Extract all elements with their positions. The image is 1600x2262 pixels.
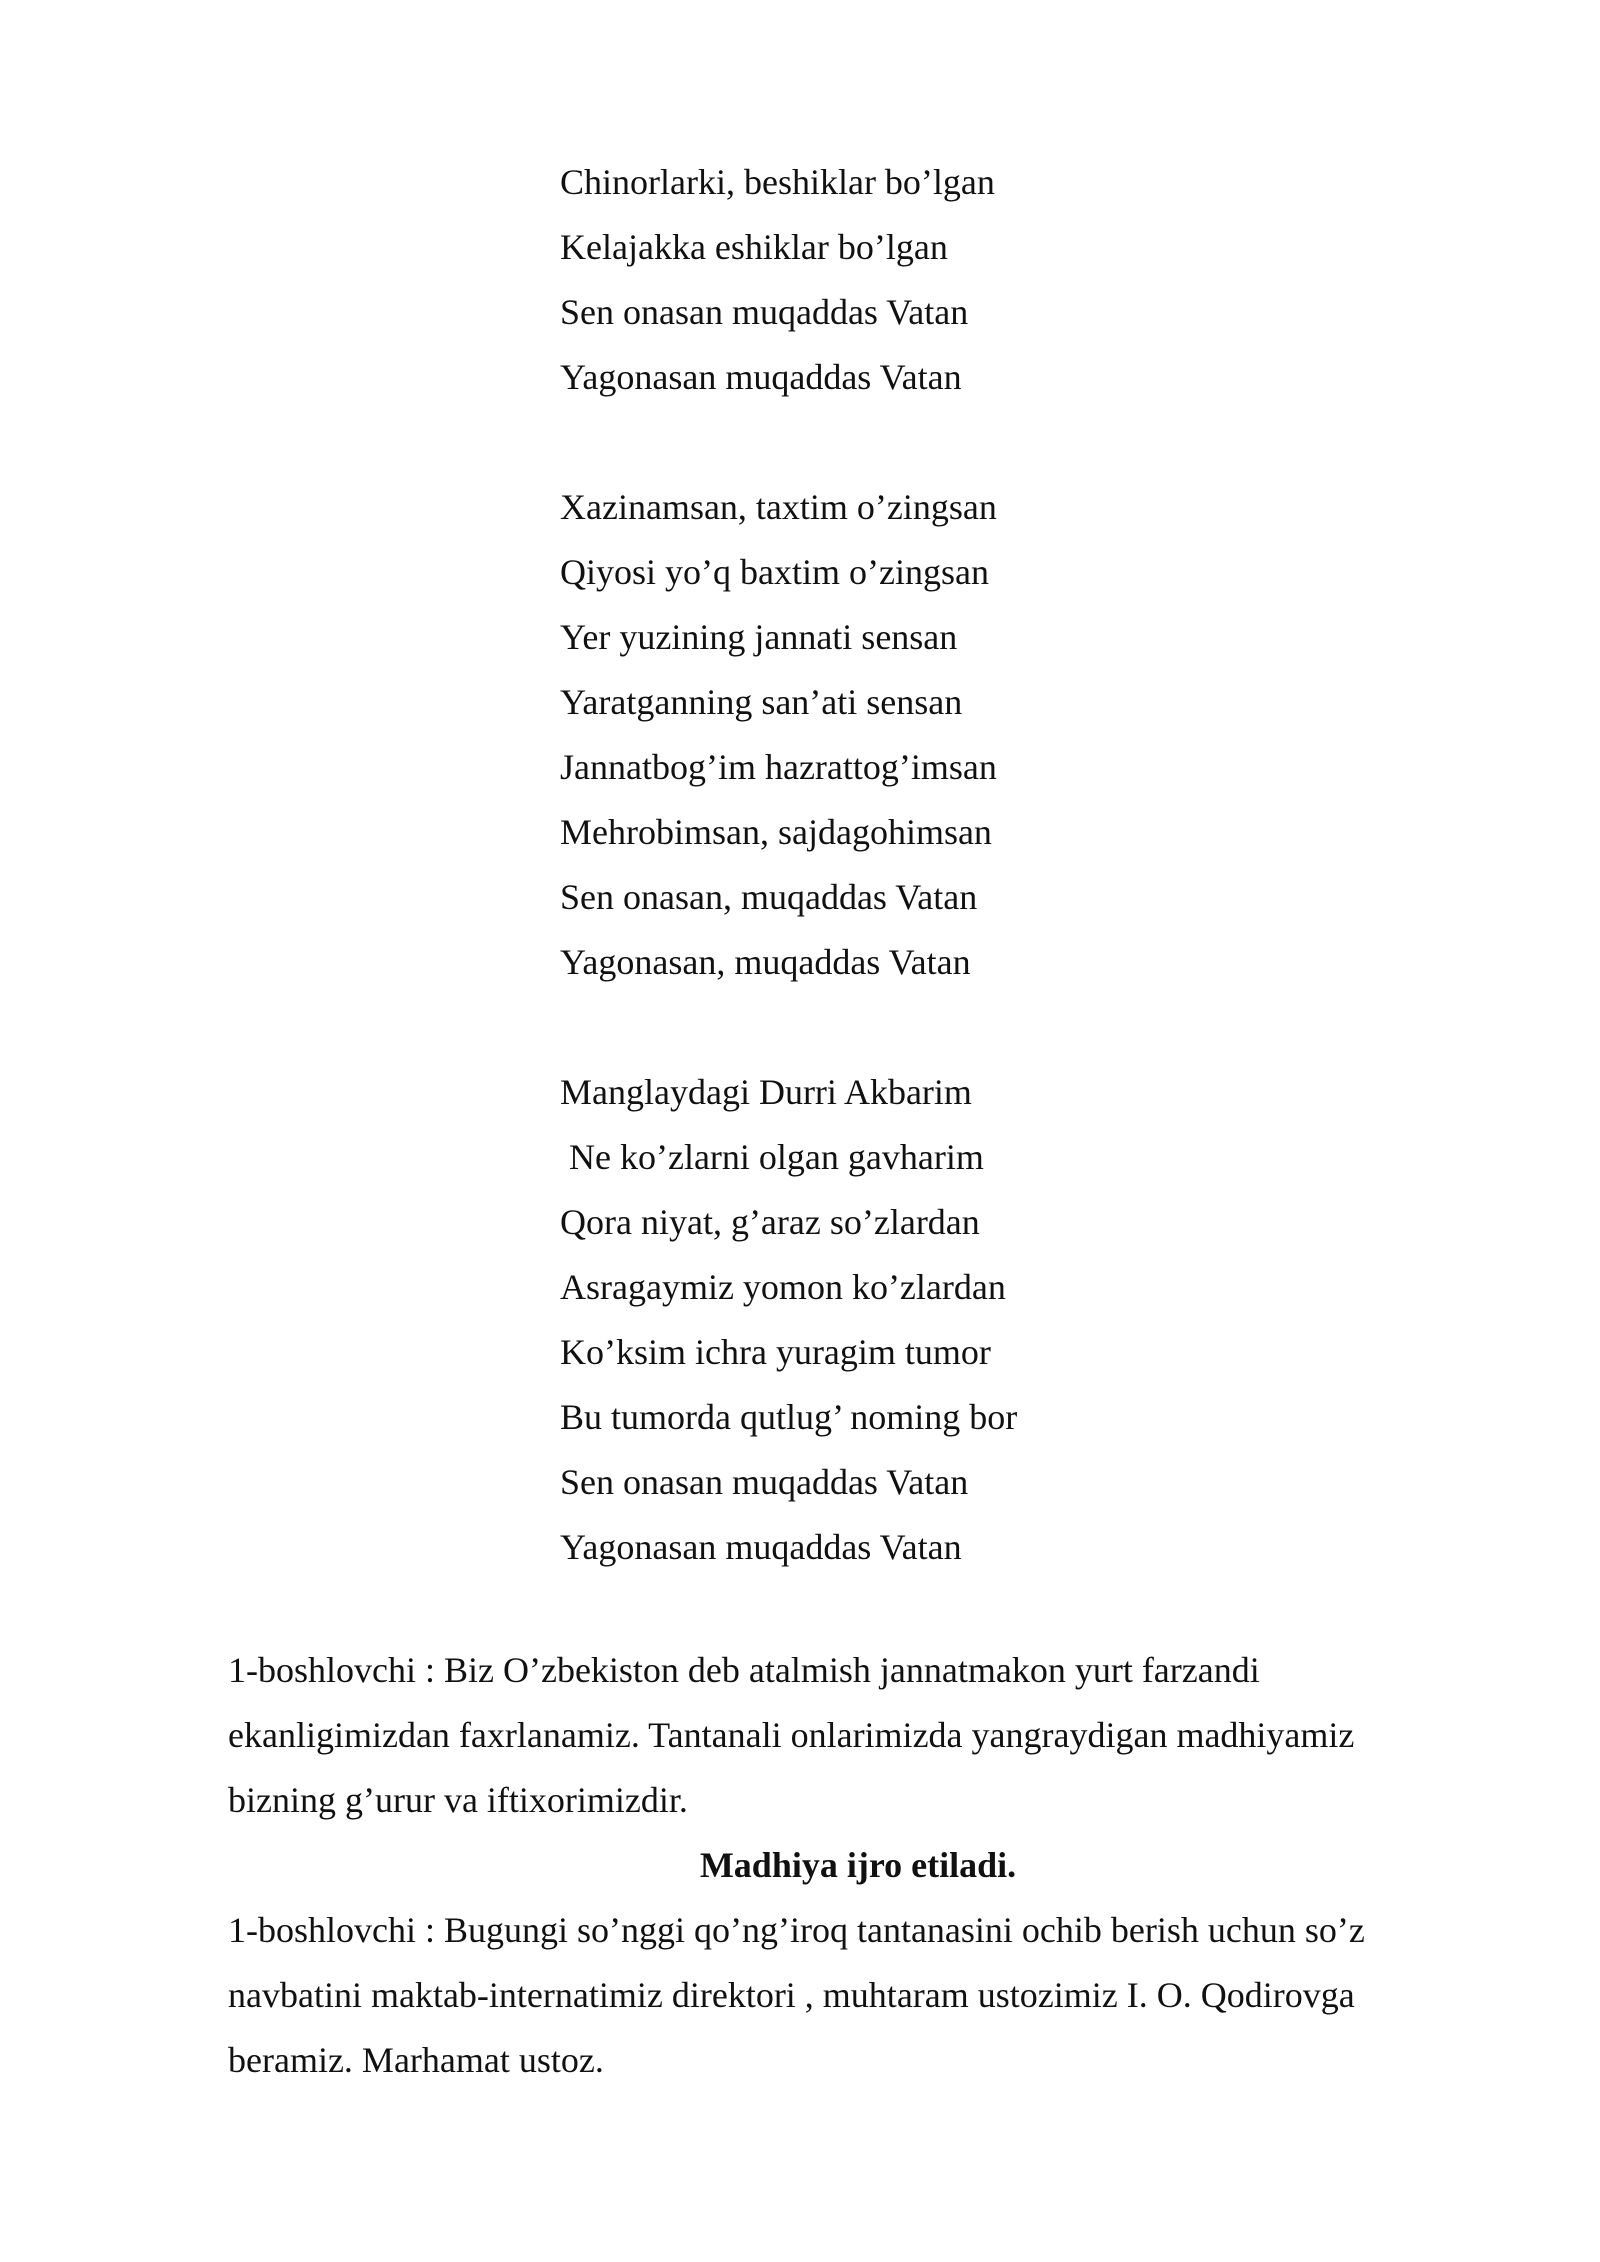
host-paragraph-1: 1-boshlovchi : Biz O’zbekiston deb atalmish jannatmakon yurt farzandi ekanligimizdan faxrlanamiz. Tantanali onlarimizda yangraydigan madhiyamiz bizning g’urur va iftixorimizdir. [228, 1650, 1355, 1820]
poem-stanza-3 [560, 1060, 1460, 1580]
poem-line: Manglaydagi Durri Akbarim [560, 1072, 972, 1112]
poem-line: Yer yuzining jannati sensan [560, 617, 958, 657]
poem [560, 150, 1460, 1645]
poem-line: Sen onasan, muqaddas Vatan [560, 877, 978, 917]
poem-line: Yagonasan muqaddas Vatan [560, 1527, 962, 1567]
poem-line: Yaratganning san’ati sensan [560, 682, 963, 722]
poem-line: Asragaymiz yomon ko’zlardan [560, 1267, 1006, 1307]
poem-line: Mehrobimsan, sajdagohimsan [560, 812, 992, 852]
poem-line: Chinorlarki, beshiklar bo’lgan [560, 162, 995, 202]
poem-line: Yagonasan, muqaddas Vatan [560, 942, 971, 982]
poem-line: Qora niyat, g’araz so’zlardan [560, 1202, 980, 1242]
poem-line: Xazinamsan, taxtim o’zingsan [560, 487, 997, 527]
poem-line: Yagonasan muqaddas Vatan [560, 357, 962, 397]
poem-line: Kelajakka eshiklar bo’lgan [560, 227, 948, 267]
poem-line: Ne ko’zlarni olgan gavharim [560, 1137, 984, 1177]
poem-stanza-2 [560, 475, 1460, 995]
host-paragraph-2: 1-boshlovchi : Bugungi so’nggi qo’ng’iroq tantanasini ochib berish uchun so’z navbatini maktab-internatimiz direktori , muhtaram ustozimiz I. O. Qodirovga beramiz. Marhamat ustoz. [228, 1910, 1365, 2080]
poem-line: Qiyosi yo’q baxtim o’zingsan [560, 552, 989, 592]
poem-line: Sen onasan muqaddas Vatan [560, 292, 969, 332]
poem-line: Bu tumorda qutlug’ noming bor [560, 1397, 1018, 1437]
poem-stanza-1 [560, 150, 1460, 410]
poem-line: Sen onasan muqaddas Vatan [560, 1462, 969, 1502]
prose-section [228, 1638, 1428, 2093]
poem-line: Jannatbog’im hazrattog’imsan [560, 747, 997, 787]
poem-line: Ko’ksim ichra yuragim tumor [560, 1332, 991, 1372]
anthem-heading: Madhiya ijro etiladi. [699, 1845, 1017, 1885]
